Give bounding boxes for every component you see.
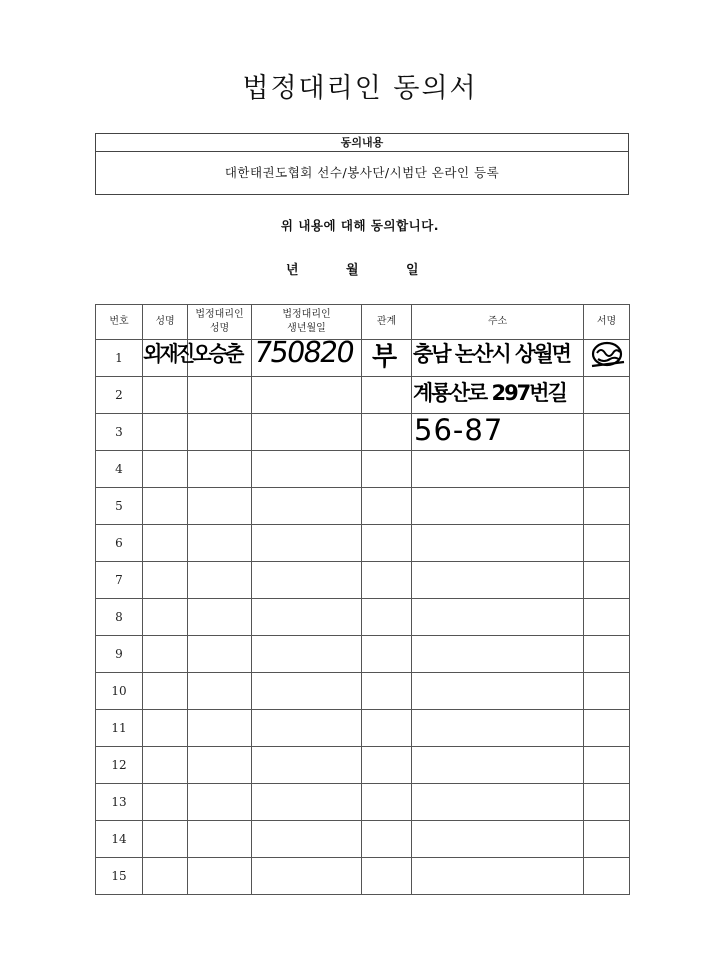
row-number: 5	[96, 488, 143, 525]
row-number: 7	[96, 562, 143, 599]
guardian-name-cell	[188, 710, 252, 747]
guardian-birth-cell	[252, 858, 362, 895]
guardian-birth-cell	[252, 599, 362, 636]
guardian-name-cell	[188, 747, 252, 784]
address-cell	[412, 636, 584, 673]
signature-scribble-icon	[590, 340, 626, 370]
address-cell	[412, 858, 584, 895]
name-cell	[143, 488, 188, 525]
signature-cell	[584, 414, 630, 451]
signature-cell	[584, 451, 630, 488]
guardian-name-cell	[188, 488, 252, 525]
address-cell	[412, 821, 584, 858]
address-cell	[412, 451, 584, 488]
table-row	[96, 599, 630, 636]
name-cell	[143, 451, 188, 488]
table-header-row	[96, 305, 630, 340]
row-number: 15	[96, 858, 143, 895]
handwritten-relation: 부	[372, 342, 398, 372]
header-relation: 관계	[362, 305, 412, 340]
header-address: 주소	[412, 305, 584, 340]
row-number: 12	[96, 747, 143, 784]
table-row	[96, 821, 630, 858]
guardian-name-cell	[188, 525, 252, 562]
guardian-birth-cell	[252, 562, 362, 599]
header-guardian-name	[188, 305, 252, 340]
relation-cell	[362, 377, 412, 414]
guardian-name-cell	[188, 636, 252, 673]
guardian-name-cell	[188, 377, 252, 414]
name-cell	[143, 599, 188, 636]
guardian-birth-cell	[252, 747, 362, 784]
signature-cell	[584, 488, 630, 525]
signature-cell	[584, 673, 630, 710]
guardian-birth-cell	[252, 488, 362, 525]
guardian-name-cell	[188, 858, 252, 895]
agreement-statement: 위 내용에 대해 동의합니다.	[280, 218, 440, 233]
table-row	[96, 710, 630, 747]
relation-cell	[362, 562, 412, 599]
name-cell	[143, 673, 188, 710]
header-number: 번호	[96, 305, 143, 340]
date-day-label: 일	[406, 263, 419, 278]
guardian-birth-cell	[252, 414, 362, 451]
header-signature: 서명	[584, 305, 630, 340]
row-number: 6	[96, 525, 143, 562]
handwritten-name	[143, 338, 242, 368]
header-name: 성명	[143, 305, 188, 340]
guardian-birth-cell	[252, 821, 362, 858]
handwritten-student-name: 외재진	[143, 342, 193, 366]
address-cell	[412, 599, 584, 636]
guardian-birth-cell	[252, 636, 362, 673]
guardian-name-cell	[188, 451, 252, 488]
signature-cell	[584, 636, 630, 673]
signature-cell	[584, 525, 630, 562]
guardian-name-cell	[188, 821, 252, 858]
header-guardian-name-line2: 성명	[209, 323, 230, 334]
name-cell	[143, 784, 188, 821]
date-year-label: 년	[286, 263, 299, 278]
row-number: 10	[96, 673, 143, 710]
row-number: 8	[96, 599, 143, 636]
row-number: 2	[96, 377, 143, 414]
guardian-name-cell	[188, 599, 252, 636]
guardian-name-cell	[188, 562, 252, 599]
table-row	[96, 636, 630, 673]
address-cell	[412, 710, 584, 747]
guardian-birth-cell	[252, 451, 362, 488]
row-number: 14	[96, 821, 143, 858]
signature-cell	[584, 747, 630, 784]
relation-cell	[362, 747, 412, 784]
signature-cell	[584, 821, 630, 858]
handwritten-guardian-birth: 750820	[251, 335, 356, 369]
table-row	[96, 784, 630, 821]
name-cell	[143, 414, 188, 451]
document-title: 법정대리인 동의서	[242, 73, 478, 104]
signature-cell	[584, 858, 630, 895]
table-row	[96, 451, 630, 488]
relation-cell	[362, 673, 412, 710]
name-cell	[143, 525, 188, 562]
handwritten-address-line3: 56-87	[414, 413, 504, 447]
relation-cell	[362, 636, 412, 673]
relation-cell	[362, 525, 412, 562]
address-cell	[412, 525, 584, 562]
signature-cell	[584, 562, 630, 599]
name-cell	[143, 377, 188, 414]
address-cell	[412, 747, 584, 784]
guardian-birth-cell	[252, 710, 362, 747]
table-row	[96, 562, 630, 599]
name-cell	[143, 747, 188, 784]
table-row	[96, 488, 630, 525]
date-month-label: 월	[346, 263, 359, 278]
header-guardian-birth-line2: 생년월일	[287, 323, 326, 334]
address-cell	[412, 562, 584, 599]
relation-cell	[362, 414, 412, 451]
relation-cell	[362, 488, 412, 525]
handwritten-guardian-name: 오승춘	[192, 342, 242, 366]
signature-cell	[584, 710, 630, 747]
handwritten-address-line1: 충남 논산시 상월면	[413, 342, 570, 366]
name-cell	[143, 562, 188, 599]
row-number: 3	[96, 414, 143, 451]
row-number: 11	[96, 710, 143, 747]
relation-cell	[362, 451, 412, 488]
name-cell	[143, 821, 188, 858]
signature-cell	[584, 599, 630, 636]
relation-cell	[362, 784, 412, 821]
guardian-birth-cell	[252, 377, 362, 414]
signature-cell	[584, 784, 630, 821]
signature-cell	[584, 377, 630, 414]
name-cell	[143, 710, 188, 747]
table-row	[96, 858, 630, 895]
row-number: 13	[96, 784, 143, 821]
guardian-name-cell	[188, 784, 252, 821]
guardian-name-cell	[188, 673, 252, 710]
handwritten-address-line2: 계룡산로 297번길	[413, 381, 566, 405]
table-row	[96, 673, 630, 710]
address-cell	[412, 784, 584, 821]
guardian-birth-cell	[252, 525, 362, 562]
table-row	[96, 747, 630, 784]
row-number: 4	[96, 451, 143, 488]
table-row	[96, 414, 630, 451]
table-row	[96, 525, 630, 562]
guardian-birth-cell	[252, 673, 362, 710]
relation-cell	[362, 599, 412, 636]
row-number: 1	[96, 340, 143, 377]
relation-cell	[362, 858, 412, 895]
guardian-birth-cell	[252, 784, 362, 821]
header-guardian-name-line1: 법정대리인	[195, 309, 244, 320]
consent-header: 동의내용	[96, 134, 628, 152]
address-cell	[412, 673, 584, 710]
row-number: 9	[96, 636, 143, 673]
relation-cell	[362, 821, 412, 858]
consent-box	[95, 133, 629, 195]
name-cell	[143, 636, 188, 673]
guardian-name-cell	[188, 414, 252, 451]
consent-text: 대한태권도협회 선수/봉사단/시범단 온라인 등록	[224, 165, 500, 180]
address-cell	[412, 488, 584, 525]
relation-cell	[362, 710, 412, 747]
header-guardian-birth-line1: 법정대리인	[282, 309, 331, 320]
name-cell	[143, 858, 188, 895]
